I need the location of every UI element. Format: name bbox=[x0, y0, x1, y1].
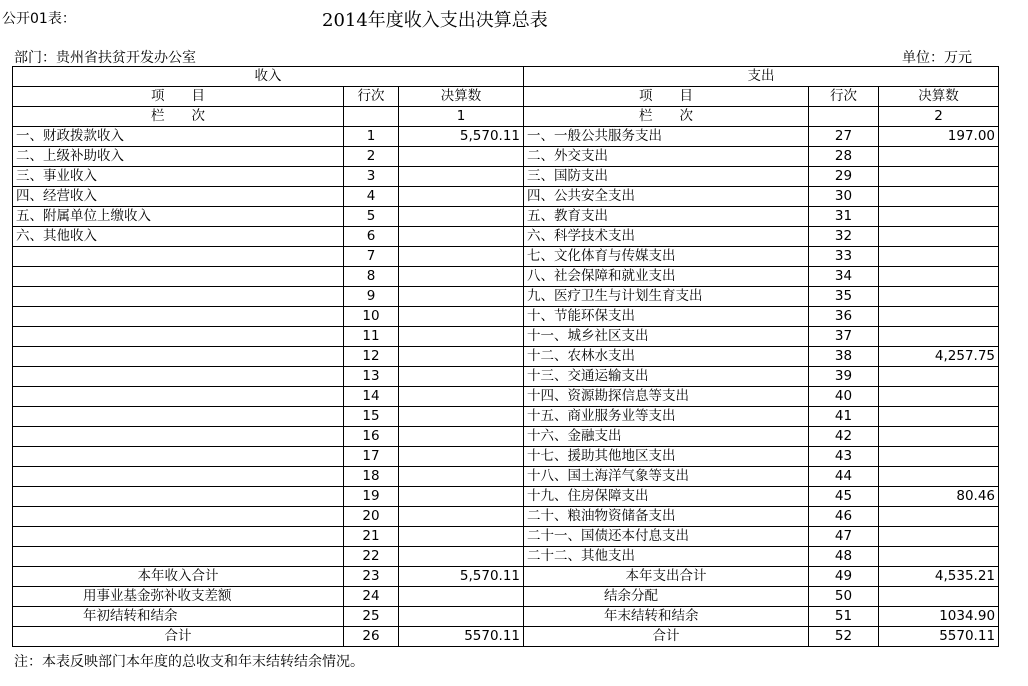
income-item: 三、事业收入 bbox=[13, 167, 344, 187]
income-amount bbox=[399, 147, 524, 167]
income-summary-item: 本年收入合计 bbox=[13, 567, 344, 587]
page-title: 2014年度收入支出决算总表 bbox=[322, 10, 548, 31]
table-row bbox=[13, 267, 999, 287]
table-row bbox=[13, 127, 999, 147]
income-rowno: 12 bbox=[344, 347, 399, 367]
expense-amount bbox=[879, 207, 999, 227]
income-rowno: 10 bbox=[344, 307, 399, 327]
expense-rowno: 43 bbox=[809, 447, 879, 467]
income-rowno: 1 bbox=[344, 127, 399, 147]
expense-rowno: 40 bbox=[809, 387, 879, 407]
income-item bbox=[13, 247, 344, 267]
expense-amount bbox=[879, 327, 999, 347]
expense-amount bbox=[879, 147, 999, 167]
income-amount bbox=[399, 447, 524, 467]
expense-rowno: 31 bbox=[809, 207, 879, 227]
expense-summary-item: 年末结转和结余 bbox=[524, 607, 809, 627]
income-item: 二、上级补助收入 bbox=[13, 147, 344, 167]
expense-rowno: 45 bbox=[809, 487, 879, 507]
income-rowno: 8 bbox=[344, 267, 399, 287]
expense-col-amount: 决算数 bbox=[879, 87, 999, 107]
income-col-rowno: 行次 bbox=[344, 87, 399, 107]
expense-amount: 1034.90 bbox=[879, 607, 999, 627]
table-row bbox=[13, 327, 999, 347]
income-rowno: 22 bbox=[344, 547, 399, 567]
expense-summary-item: 本年支出合计 bbox=[524, 567, 809, 587]
expense-amount bbox=[879, 527, 999, 547]
expense-rowno: 39 bbox=[809, 367, 879, 387]
expense-index-label: 栏 次 bbox=[524, 107, 809, 127]
expense-item: 二十二、其他支出 bbox=[524, 547, 809, 567]
expense-item: 一、一般公共服务支出 bbox=[524, 127, 809, 147]
expense-item: 九、医疗卫生与计划生育支出 bbox=[524, 287, 809, 307]
income-rowno: 18 bbox=[344, 467, 399, 487]
expense-amount: 5570.11 bbox=[879, 627, 999, 647]
expense-amount bbox=[879, 247, 999, 267]
table-row bbox=[13, 387, 999, 407]
income-rowno: 6 bbox=[344, 227, 399, 247]
income-rowno: 14 bbox=[344, 387, 399, 407]
income-rowno: 3 bbox=[344, 167, 399, 187]
table-row bbox=[13, 367, 999, 387]
expense-item: 六、科学技术支出 bbox=[524, 227, 809, 247]
expense-rowno: 44 bbox=[809, 467, 879, 487]
expense-item: 十一、城乡社区支出 bbox=[524, 327, 809, 347]
table-row bbox=[13, 487, 999, 507]
expense-item: 十九、住房保障支出 bbox=[524, 487, 809, 507]
income-amount bbox=[399, 347, 524, 367]
income-amount bbox=[399, 587, 524, 607]
income-item bbox=[13, 387, 344, 407]
income-rowno: 17 bbox=[344, 447, 399, 467]
budget-table bbox=[12, 66, 999, 647]
expense-rowno: 41 bbox=[809, 407, 879, 427]
income-rowno: 5 bbox=[344, 207, 399, 227]
income-rowno: 20 bbox=[344, 507, 399, 527]
table-row bbox=[13, 287, 999, 307]
income-index-no: 1 bbox=[399, 107, 524, 127]
summary-row bbox=[13, 567, 999, 587]
income-item bbox=[13, 327, 344, 347]
department-label: 部门：贵州省扶贫开发办公室 bbox=[14, 50, 196, 66]
form-code: 公开01表： bbox=[2, 11, 76, 27]
expense-amount bbox=[879, 367, 999, 387]
income-summary-item: 年初结转和结余 bbox=[13, 607, 344, 627]
expense-rowno: 47 bbox=[809, 527, 879, 547]
expense-item: 四、公共安全支出 bbox=[524, 187, 809, 207]
income-amount bbox=[399, 327, 524, 347]
income-rowno: 24 bbox=[344, 587, 399, 607]
income-item bbox=[13, 427, 344, 447]
expense-item: 五、教育支出 bbox=[524, 207, 809, 227]
table-row bbox=[13, 207, 999, 227]
expense-item: 七、文化体育与传媒支出 bbox=[524, 247, 809, 267]
expense-rowno: 27 bbox=[809, 127, 879, 147]
expense-item: 十五、商业服务业等支出 bbox=[524, 407, 809, 427]
expense-amount bbox=[879, 547, 999, 567]
income-item bbox=[13, 347, 344, 367]
expense-amount bbox=[879, 387, 999, 407]
expense-amount bbox=[879, 407, 999, 427]
table-row bbox=[13, 247, 999, 267]
expense-col-rowno: 行次 bbox=[809, 87, 879, 107]
income-index-label: 栏 次 bbox=[13, 107, 344, 127]
table-row bbox=[13, 447, 999, 467]
income-amount bbox=[399, 187, 524, 207]
income-item bbox=[13, 307, 344, 327]
income-item bbox=[13, 527, 344, 547]
expense-rowno: 52 bbox=[809, 627, 879, 647]
expense-amount bbox=[879, 167, 999, 187]
expense-amount bbox=[879, 227, 999, 247]
expense-rowno: 32 bbox=[809, 227, 879, 247]
income-summary-item: 用事业基金弥补收支差额 bbox=[13, 587, 344, 607]
income-rowno: 7 bbox=[344, 247, 399, 267]
expense-header: 支出 bbox=[524, 67, 999, 87]
income-amount bbox=[399, 407, 524, 427]
table-row bbox=[13, 527, 999, 547]
expense-index-no: 2 bbox=[879, 107, 999, 127]
expense-amount bbox=[879, 267, 999, 287]
expense-rowno: 33 bbox=[809, 247, 879, 267]
expense-rowno: 34 bbox=[809, 267, 879, 287]
income-amount: 5570.11 bbox=[399, 627, 524, 647]
expense-rowno: 28 bbox=[809, 147, 879, 167]
income-item bbox=[13, 507, 344, 527]
expense-index-rowno bbox=[809, 107, 879, 127]
income-item bbox=[13, 267, 344, 287]
expense-amount: 197.00 bbox=[879, 127, 999, 147]
expense-rowno: 46 bbox=[809, 507, 879, 527]
expense-amount bbox=[879, 447, 999, 467]
income-amount bbox=[399, 247, 524, 267]
table-row bbox=[13, 407, 999, 427]
expense-summary-item: 合计 bbox=[524, 627, 809, 647]
expense-item: 二十一、国债还本付息支出 bbox=[524, 527, 809, 547]
expense-amount bbox=[879, 187, 999, 207]
expense-item: 三、国防支出 bbox=[524, 167, 809, 187]
table-row bbox=[13, 347, 999, 367]
income-amount: 5,570.11 bbox=[399, 127, 524, 147]
expense-amount bbox=[879, 587, 999, 607]
expense-amount bbox=[879, 427, 999, 447]
income-amount bbox=[399, 367, 524, 387]
expense-item: 二、外交支出 bbox=[524, 147, 809, 167]
income-amount bbox=[399, 507, 524, 527]
expense-rowno: 37 bbox=[809, 327, 879, 347]
expense-rowno: 36 bbox=[809, 307, 879, 327]
income-rowno: 9 bbox=[344, 287, 399, 307]
expense-amount bbox=[879, 467, 999, 487]
expense-item: 十七、援助其他地区支出 bbox=[524, 447, 809, 467]
expense-item: 二十、粮油物资储备支出 bbox=[524, 507, 809, 527]
expense-item: 十三、交通运输支出 bbox=[524, 367, 809, 387]
income-amount bbox=[399, 307, 524, 327]
summary-row bbox=[13, 607, 999, 627]
income-amount bbox=[399, 607, 524, 627]
expense-rowno: 35 bbox=[809, 287, 879, 307]
income-rowno: 4 bbox=[344, 187, 399, 207]
income-item bbox=[13, 447, 344, 467]
expense-item: 十六、金融支出 bbox=[524, 427, 809, 447]
income-col-item: 项 目 bbox=[13, 87, 344, 107]
section-header-row bbox=[13, 67, 999, 87]
income-amount bbox=[399, 387, 524, 407]
income-item bbox=[13, 467, 344, 487]
income-item bbox=[13, 487, 344, 507]
income-item: 四、经营收入 bbox=[13, 187, 344, 207]
income-item: 五、附属单位上缴收入 bbox=[13, 207, 344, 227]
expense-amount: 4,257.75 bbox=[879, 347, 999, 367]
table-row bbox=[13, 227, 999, 247]
unit-label: 单位：万元 bbox=[902, 50, 972, 66]
income-amount bbox=[399, 527, 524, 547]
income-item bbox=[13, 287, 344, 307]
income-amount bbox=[399, 487, 524, 507]
table-row bbox=[13, 307, 999, 327]
expense-rowno: 29 bbox=[809, 167, 879, 187]
expense-summary-item: 结余分配 bbox=[524, 587, 809, 607]
expense-item: 十四、资源勘探信息等支出 bbox=[524, 387, 809, 407]
table-row bbox=[13, 467, 999, 487]
income-amount bbox=[399, 467, 524, 487]
income-amount bbox=[399, 267, 524, 287]
income-rowno: 2 bbox=[344, 147, 399, 167]
expense-amount bbox=[879, 287, 999, 307]
income-rowno: 23 bbox=[344, 567, 399, 587]
income-item bbox=[13, 547, 344, 567]
column-header-row bbox=[13, 87, 999, 107]
income-item: 一、财政拨款收入 bbox=[13, 127, 344, 147]
expense-rowno: 49 bbox=[809, 567, 879, 587]
income-amount bbox=[399, 207, 524, 227]
table-row bbox=[13, 507, 999, 527]
income-item bbox=[13, 367, 344, 387]
income-col-amount: 决算数 bbox=[399, 87, 524, 107]
income-index-rowno bbox=[344, 107, 399, 127]
table-row bbox=[13, 187, 999, 207]
expense-rowno: 51 bbox=[809, 607, 879, 627]
expense-col-item: 项 目 bbox=[524, 87, 809, 107]
income-rowno: 21 bbox=[344, 527, 399, 547]
income-amount bbox=[399, 287, 524, 307]
income-rowno: 15 bbox=[344, 407, 399, 427]
expense-item: 十二、农林水支出 bbox=[524, 347, 809, 367]
expense-rowno: 50 bbox=[809, 587, 879, 607]
table-row bbox=[13, 427, 999, 447]
expense-rowno: 38 bbox=[809, 347, 879, 367]
income-rowno: 16 bbox=[344, 427, 399, 447]
expense-item: 八、社会保障和就业支出 bbox=[524, 267, 809, 287]
summary-row bbox=[13, 627, 999, 647]
income-rowno: 11 bbox=[344, 327, 399, 347]
income-item: 六、其他收入 bbox=[13, 227, 344, 247]
expense-item: 十八、国土海洋气象等支出 bbox=[524, 467, 809, 487]
income-amount bbox=[399, 427, 524, 447]
expense-amount bbox=[879, 307, 999, 327]
expense-item: 十、节能环保支出 bbox=[524, 307, 809, 327]
income-rowno: 26 bbox=[344, 627, 399, 647]
income-item bbox=[13, 407, 344, 427]
income-summary-item: 合计 bbox=[13, 627, 344, 647]
income-rowno: 13 bbox=[344, 367, 399, 387]
table-row bbox=[13, 147, 999, 167]
expense-amount: 80.46 bbox=[879, 487, 999, 507]
expense-rowno: 48 bbox=[809, 547, 879, 567]
income-rowno: 19 bbox=[344, 487, 399, 507]
expense-rowno: 42 bbox=[809, 427, 879, 447]
expense-amount: 4,535.21 bbox=[879, 567, 999, 587]
income-rowno: 25 bbox=[344, 607, 399, 627]
expense-amount bbox=[879, 507, 999, 527]
income-amount bbox=[399, 167, 524, 187]
summary-row bbox=[13, 587, 999, 607]
footnote: 注：本表反映部门本年度的总收支和年末结转结余情况。 bbox=[14, 654, 364, 670]
income-amount: 5,570.11 bbox=[399, 567, 524, 587]
expense-rowno: 30 bbox=[809, 187, 879, 207]
table-row bbox=[13, 547, 999, 567]
table-row bbox=[13, 167, 999, 187]
income-header: 收入 bbox=[13, 67, 524, 87]
column-index-row bbox=[13, 107, 999, 127]
income-amount bbox=[399, 547, 524, 567]
income-amount bbox=[399, 227, 524, 247]
